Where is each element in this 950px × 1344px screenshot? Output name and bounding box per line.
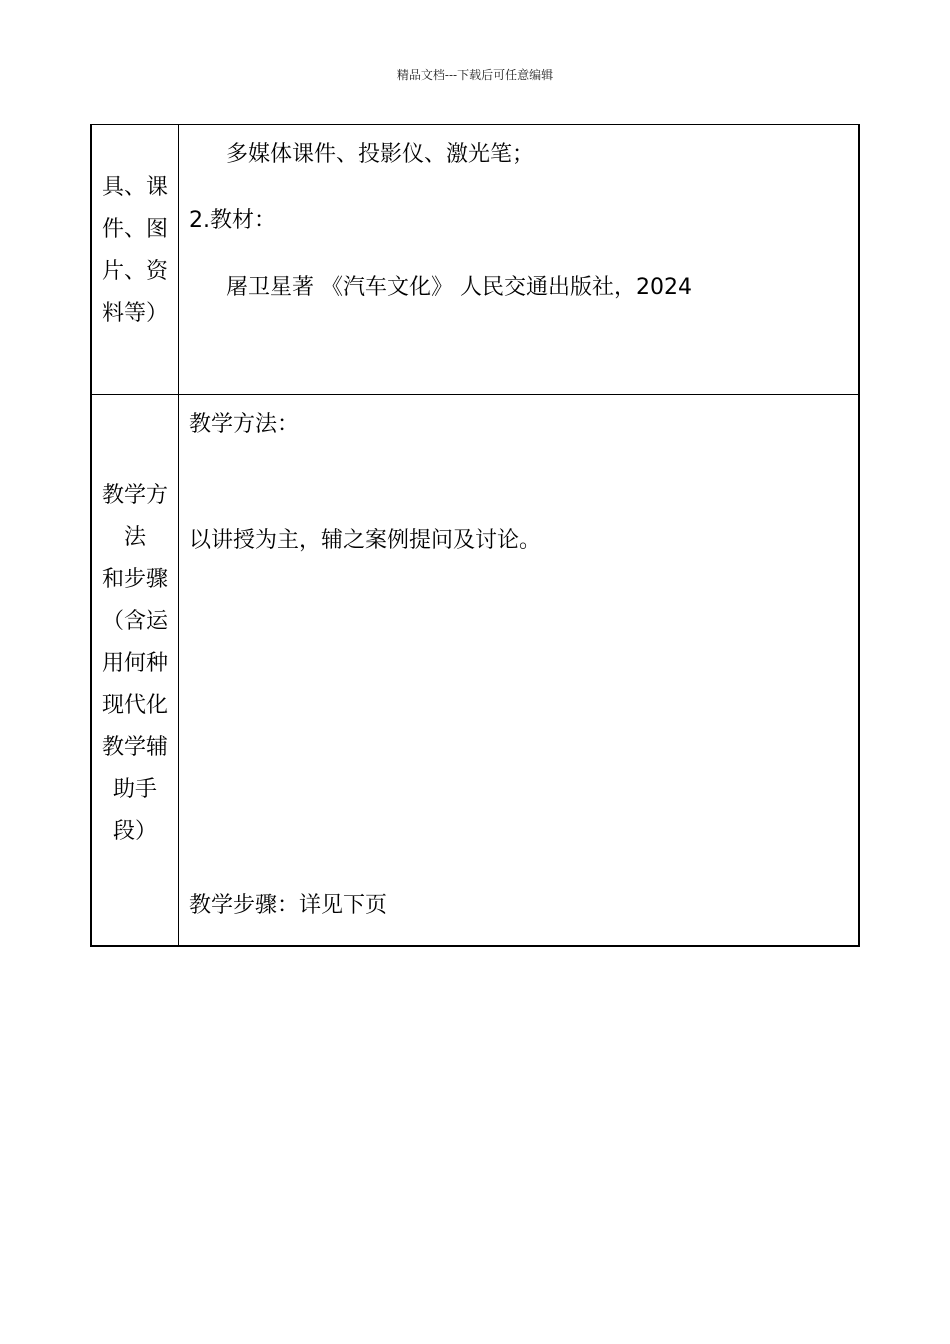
row1-label-line: 件、图 [101,217,168,242]
row1-label [92,167,178,335]
row2-label-line: 用何种 [101,651,168,676]
multimedia-tools-text: 多媒体课件、投影仪、激光笔； [226,142,535,167]
row-divider [92,394,858,395]
column-divider [178,125,179,945]
row2-label-line: 和步骤 [101,567,168,592]
row2-label-line: 段） [112,819,157,844]
row2-label-line: 助手 [112,777,157,802]
textbook-heading: 2.教材： [189,208,276,233]
teaching-method-title: 教学方法： [189,412,300,437]
teaching-steps-text: 教学步骤：详见下页 [189,893,388,918]
row1-label-line: 料等） [101,301,168,326]
row2-label-line: 现代化 [101,693,168,718]
row2-label [92,475,178,853]
page-header: 精品文档---下载后可任意编辑 [396,68,554,82]
teaching-method-text: 以讲授为主，辅之案例提问及讨论。 [189,528,542,553]
row2-label-line: 教学方 [101,483,168,508]
row1-label-line: 片、资 [101,259,168,284]
row2-label-line: 教学辅 [101,735,168,760]
row2-label-line: 法 [123,525,146,550]
row1-label-line: 具、课 [101,175,168,200]
row2-label-line: （含运 [101,609,168,634]
lesson-plan-table [90,124,860,947]
textbook-reference: 屠卫星著 《汽车文化》 人民交通出版社，2024 [226,275,692,300]
